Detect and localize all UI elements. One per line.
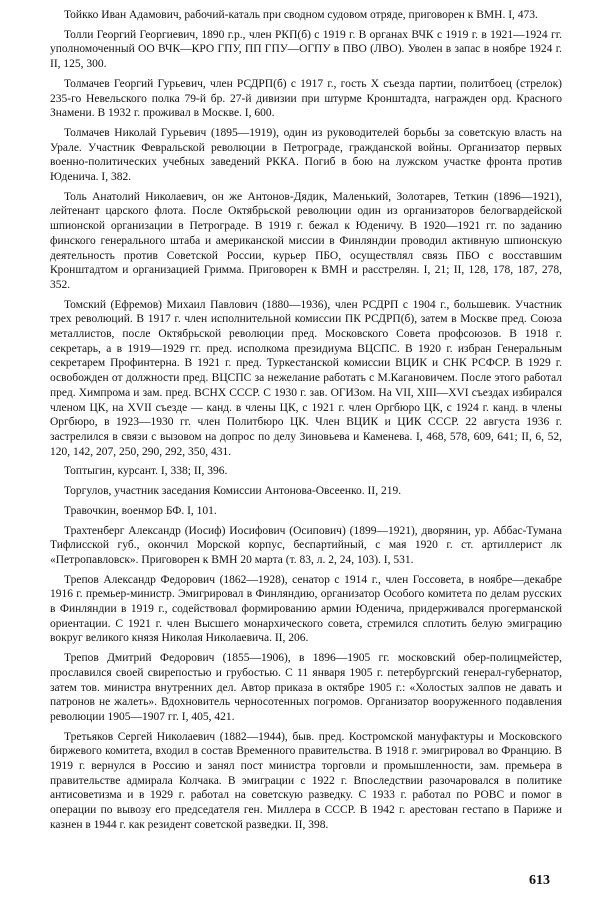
index-entry: Толмачев Николай Гурьевич (1895—1919), один из руководителей борьбы за советскую власть на Урале. Участник Февральской революции в Петрограде, гражданской войны. Организатор первых военно-политических учебных заведений РККА. Погиб в бою на лужском участке фронта против Юденича. I, 382.: [50, 126, 562, 184]
index-entry: Трепов Александр Федорович (1862—1928), сенатор с 1914 г., член Госсовета, в ноябре—декабре 1916 г. премьер-министр. Эмигрировал в Финляндию, организатор Особого комитета по делам русских в Финляндии в 1919 г., содействовал формированию армии Юденича, придерживался прогерманской ориентации. С 1921 г. член Высшего монархического совета, стремился сплотить белую эмиграцию вокруг великого князя Николая Николаевича. II, 206.: [50, 573, 562, 645]
index-entry: Трепов Дмитрий Федорович (1855—1906), в 1896—1905 гг. московский обер-полицмейстер, прославился своей свирепостью и грубостью. С 11 января 1905 г. петербургский генерал-губернатор, затем тов. министра внутренних дел. Автор приказа в октябре 1905 г.: «Холостых залпов не давать и патронов не жалеть». Вдохновитель черносотенных погромов. Организатор вооруженного подавления революции 1905—1907 гг. I, 405, 421.: [50, 652, 562, 723]
page-number: 613: [529, 873, 550, 888]
index-entries: [50, 8, 562, 833]
index-entry: Тойкко Иван Адамович, рабочий-каталь при сводном судовом отряде, приговорен к ВМН. I, 473.: [64, 9, 538, 21]
index-entry: Томский (Ефремов) Михаил Павлович (1880—1936), член РСДРП с 1904 г., большевик. Участник трех революций. В 1917 г. член исполнительной комиссии ПК РСДРП(б), затем в Москве пред. Союза металлистов, после Октябрьской революции пред. Московского Совета профсоюзов. В 1918 г. секретарь, а в 1919—1929 гг. пред. исполкома президиума ВЦСПС. В 1920 г. избран Генеральным секретарем Профинтерна. В 1921 г. пред. Туркестанской комиссии ВЦИК и СНК РСФСР. В 1929 г. освобожден от должности пред. ВЦСПС за нежелание работать с М.Кагановичем. После этого работал пред. Химпрома и зам. пред. ВСНХ СССР. С 1930 г. зав. ОГИЗом. На VII, XIII—XVI съездах избирался членом ЦК, на XVII съезде — канд. в члены ЦК, с 1921 г. член Оргбюро ЦК, с 1924 г. канд. в члены Оргбюро, в 1923—1930 гг. член Политбюро ЦК. Член ВЦИК и ЦИК СССР. 22 августа 1936 г. застрелился в связи с вызовом на допрос по делу Зиновьева и Каменева. I, 468, 578, 609, 641; II, 6, 52, 120, 142, 207, 250, 290, 292, 350, 431.: [50, 298, 562, 458]
index-entry: Топтыгин, курсант. I, 338; II, 396.: [64, 465, 228, 478]
index-entry: Трахтенберг Александр (Иосиф) Иосифович (Осипович) (1899—1921), дворянин, ур. Аббас-Тумана Тифлисской губ., окончил Морской корпус, беспартийный, с мая 1920 г. ст. артиллерист лк «Петропавловск». Приговорен к ВМН 20 марта (т. 83, л. 2, 24, 103). I, 531.: [50, 524, 562, 566]
index-entry: Травочкин, военмор БФ. I, 101.: [64, 504, 217, 517]
index-entry: Торгулов, участник заседания Комиссии Антонова-Овсеенко. II, 219.: [64, 485, 402, 498]
index-entry: Толь Анатолий Николаевич, он же Антонов-Дядик, Маленький, Золотарев, Теткин (1896—1921), лейтенант царского флота. После Октябрьской революции один из организаторов белогвардейской шпионской организации в Петрограде. В 1919 г. бежал к Юденичу. В 1920—1921 гг. по заданию финского генерального штаба и американской миссии в Финляндии проводил активную шпионскую деятельность против Советской России, курьер ПБО, осуществлял связь ПБО с восставшим Кронштадтом и организацией Гримма. Приговорен к ВМН и расстрелян. I, 21; II, 128, 178, 187, 278, 352.: [50, 190, 562, 291]
index-entry: Третьяков Сергей Николаевич (1882—1944), быв. пред. Костромской мануфактуры и Московского биржевого комитета, входил в состав Временного правительства. В 1918 г. эмигрировал во Францию. В 1919 г. вернулся в Россию и занял пост министра торговли и промышленности, зам. премьера в правительстве адмирала Колчака. В эмиграции с 1922 г. Впоследствии разочаровался в политике антисоветизма и в 1929 г. работал на советскую разведку. С 1933 г. работал по РОВС и помог в операции по вывозу его председателя ген. Миллера в СССР. В 1942 г. арестован гестапо в Париже и казнен в 1944 г. как резидент советской разведки. II, 398.: [50, 730, 562, 831]
index-entry: Толли Георгий Георгиевич, 1890 г.р., член РКП(б) с 1919 г. В органах ВЧК с 1919 г. в 1921—1924 гг. уполномоченный ОО ВЧК—КРО ГПУ, ПП ГПУ—ОГПУ в ПВО (ЛВО). Уволен в запас в ноябре 1924 г. II, 125, 300.: [50, 28, 562, 71]
index-entry: Толмачев Георгий Гурьевич, член РСДРП(б) с 1917 г., гость X съезда партии, политбоец (стрелок) 235-го Невельского полка 79-й бр. 27-й дивизии при штурме Кронштадта, награжден орд. Красного Знамени. В 1932 г. проживал в Москве. I, 600.: [50, 77, 562, 120]
